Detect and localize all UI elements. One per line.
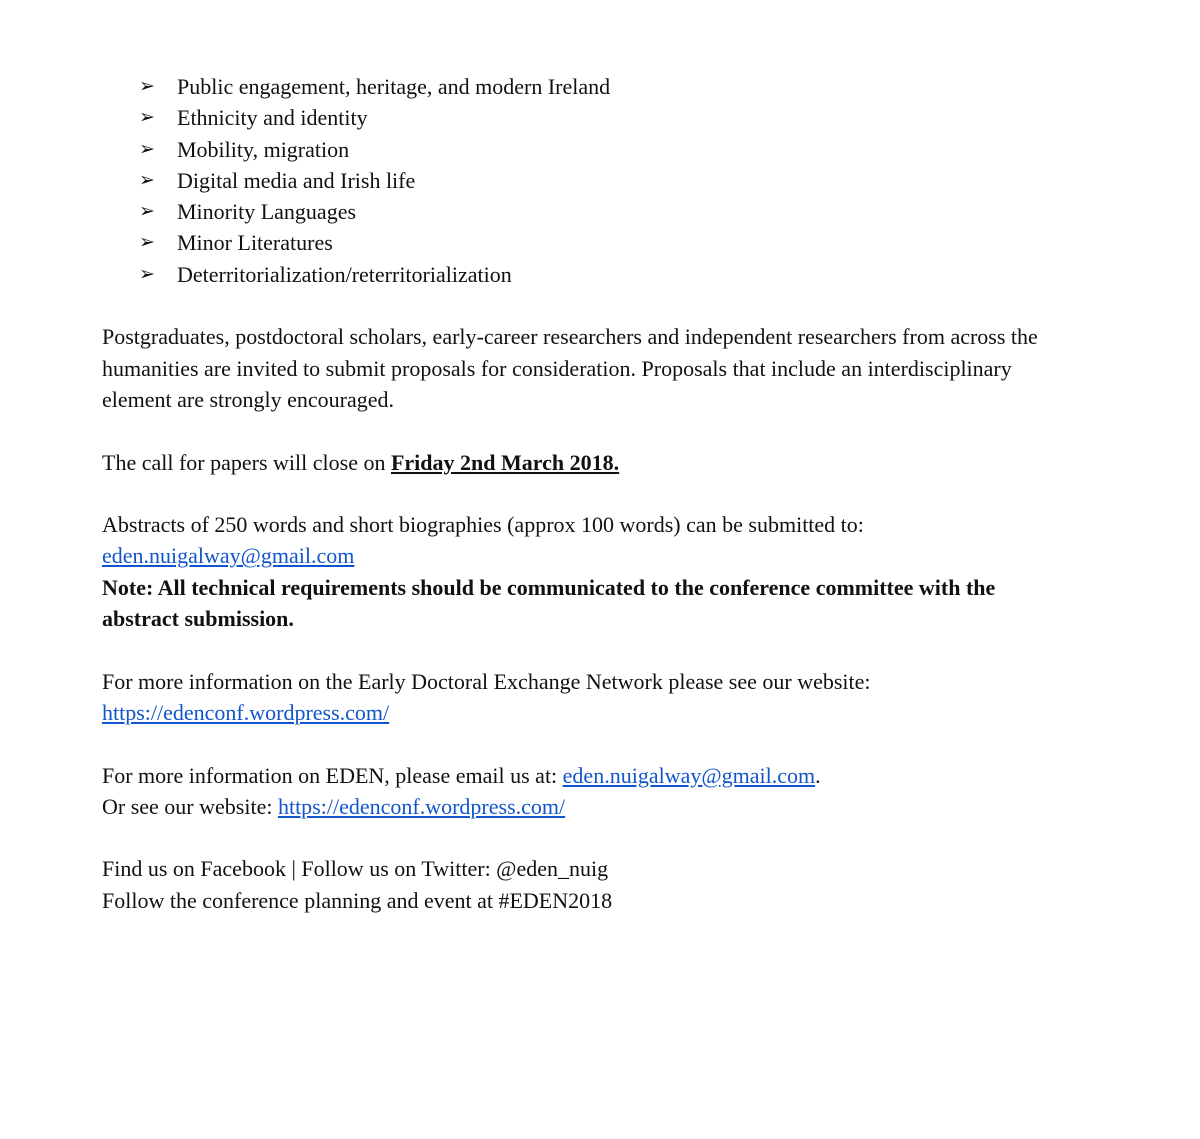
arrow-bullet-icon: ➢ — [139, 168, 155, 191]
spacer — [102, 728, 1062, 759]
arrow-bullet-icon: ➢ — [139, 106, 155, 129]
topic-list — [102, 71, 1062, 290]
list-item-text: Digital media and Irish life — [177, 167, 416, 193]
network-info-paragraph: For more information on the Early Doctoral Exchange Network please see our website: — [102, 668, 871, 694]
spacer — [102, 415, 1062, 446]
eden-email-prefix: For more information on EDEN, please email us at: — [102, 762, 563, 788]
deadline-date: Friday 2nd March 2018. — [390, 449, 620, 475]
list-item — [102, 165, 1062, 196]
document-page — [102, 71, 1062, 916]
arrow-bullet-icon: ➢ — [139, 137, 155, 160]
list-item-text: Deterritorialization/reterritorialization — [177, 261, 512, 287]
spacer — [102, 478, 1062, 509]
list-item-text: Mobility, migration — [177, 136, 350, 162]
abstracts-email-line — [102, 540, 1062, 571]
spacer — [102, 634, 1062, 665]
list-item — [102, 71, 1062, 102]
eden-email-suffix: . — [815, 762, 821, 788]
list-item — [102, 227, 1062, 258]
list-item — [102, 134, 1062, 165]
list-item — [102, 259, 1062, 290]
list-item-text: Minority Languages — [177, 199, 357, 225]
deadline-paragraph — [102, 447, 1062, 478]
social-line-2: Follow the conference planning and event at #EDEN2018 — [102, 887, 613, 913]
list-item — [102, 196, 1062, 227]
eden-email-link[interactable]: eden.nuigalway@gmail.com — [562, 762, 816, 788]
arrow-bullet-icon: ➢ — [139, 200, 155, 223]
invitation-paragraph: Postgraduates, postdoctoral scholars, early-career researchers and independent researchers from across the humanities are invited to submit proposals for consideration. Proposals that include an interdisciplinary element are strongly encouraged. — [102, 324, 1038, 412]
eden-website-link[interactable]: https://edenconf.wordpress.com/ — [277, 793, 566, 819]
note-paragraph: Note: All technical requirements should be communicated to the conference committee with the abstract submission. — [102, 574, 996, 632]
social-line-1: Find us on Facebook | Follow us on Twitter: @eden_nuig — [102, 856, 609, 882]
list-item-text: Public engagement, heritage, and modern Ireland — [177, 74, 611, 99]
list-item-text: Ethnicity and identity — [177, 105, 368, 131]
eden-website-line — [102, 791, 1062, 822]
list-item-text: Minor Literatures — [177, 230, 333, 256]
arrow-bullet-icon: ➢ — [139, 262, 155, 285]
arrow-bullet-icon: ➢ — [139, 75, 155, 97]
network-website-link[interactable]: https://edenconf.wordpress.com/ — [102, 699, 390, 725]
abstracts-email-link[interactable]: eden.nuigalway@gmail.com — [102, 543, 355, 569]
spacer — [102, 822, 1062, 853]
arrow-bullet-icon: ➢ — [139, 231, 155, 254]
list-item — [102, 102, 1062, 133]
abstracts-paragraph: Abstracts of 250 words and short biographies (approx 100 words) can be submitted to: — [102, 512, 864, 538]
network-url-line — [102, 697, 1062, 728]
eden-website-prefix: Or see our website: — [102, 793, 278, 819]
deadline-prefix: The call for papers will close on — [102, 449, 391, 475]
eden-email-line — [102, 760, 1062, 791]
spacer — [102, 290, 1062, 321]
